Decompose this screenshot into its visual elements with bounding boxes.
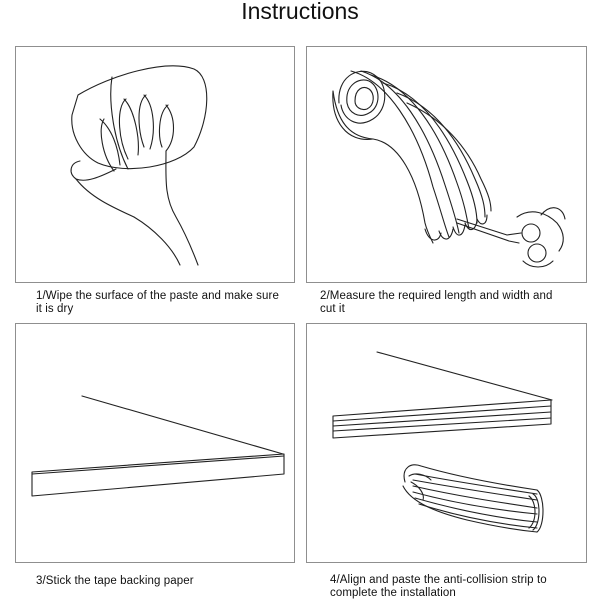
strip-installation-icon xyxy=(307,324,588,564)
step-1-panel xyxy=(15,46,295,283)
step-3-caption: 3/Stick the tape backing paper xyxy=(36,575,194,587)
step-3-panel xyxy=(15,323,295,563)
step-2-panel xyxy=(306,46,587,283)
scissors-cutting-strip-icon xyxy=(307,47,588,284)
step-4-panel xyxy=(306,323,587,563)
step-2-caption: 2/Measure the required length and width and cut it xyxy=(320,290,553,315)
step-4-caption: 4/Align and paste the anti-collision strip to complete the installation xyxy=(330,574,547,599)
page-title: Instructions xyxy=(241,0,359,24)
step-1-caption: 1/Wipe the surface of the paste and make sure it is dry xyxy=(36,290,279,315)
hand-wiping-icon xyxy=(16,47,296,284)
tape-backing-strip-icon xyxy=(16,324,296,564)
